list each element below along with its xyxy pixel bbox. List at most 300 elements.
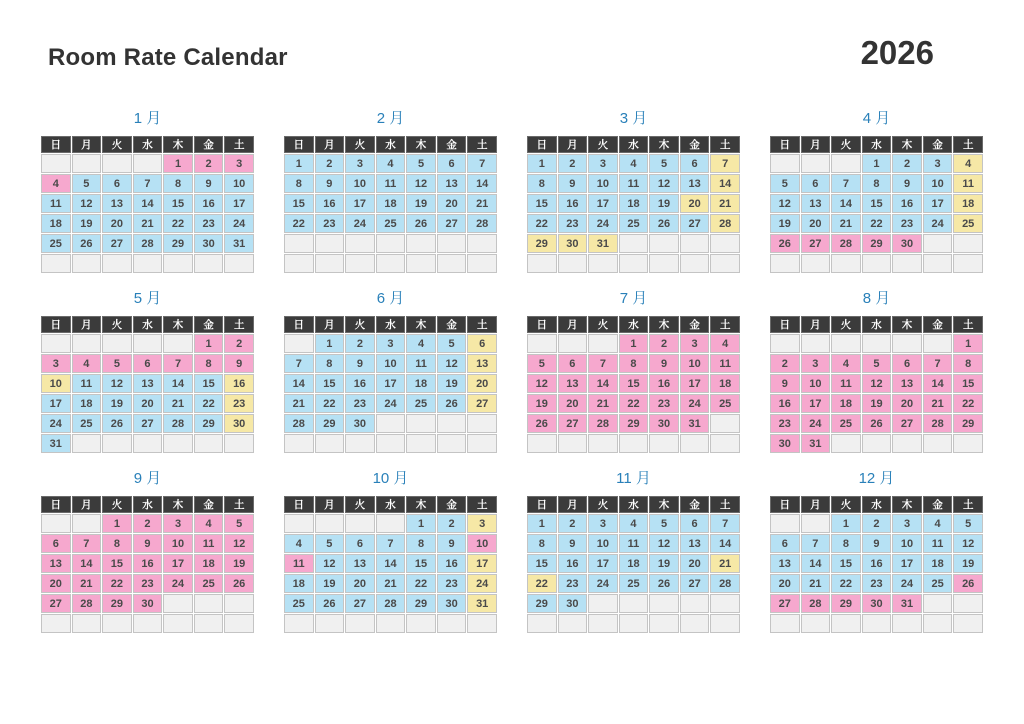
- empty-cell: [284, 334, 314, 353]
- week-row: [770, 534, 983, 553]
- empty-cell: [527, 334, 557, 353]
- week-row: [770, 374, 983, 393]
- day-cell: 26: [102, 414, 132, 433]
- day-cell: 23: [224, 394, 254, 413]
- day-cell: 18: [619, 554, 649, 573]
- day-cell: 2: [345, 334, 375, 353]
- weekday-header-cell: 火: [588, 136, 618, 153]
- day-cell: 4: [710, 334, 740, 353]
- day-cell: 25: [406, 394, 436, 413]
- empty-cell: [41, 154, 71, 173]
- weekday-header-cell: 日: [527, 316, 557, 333]
- weekday-header-cell: 月: [72, 136, 102, 153]
- week-row: [41, 614, 254, 633]
- day-cell: 5: [72, 174, 102, 193]
- weekday-header-cell: 土: [710, 316, 740, 333]
- month-1: [40, 110, 255, 274]
- day-cell: 27: [102, 234, 132, 253]
- week-row: [770, 174, 983, 193]
- empty-cell: [376, 234, 406, 253]
- weekday-header-cell: 日: [41, 136, 71, 153]
- empty-cell: [406, 254, 436, 273]
- empty-cell: [133, 334, 163, 353]
- day-cell: 22: [163, 214, 193, 233]
- day-cell: 22: [953, 394, 983, 413]
- calendar-table: [769, 135, 984, 274]
- weekday-header-cell: 月: [558, 496, 588, 513]
- empty-cell: [649, 594, 679, 613]
- empty-cell: [102, 614, 132, 633]
- day-cell: 16: [862, 554, 892, 573]
- empty-cell: [72, 254, 102, 273]
- day-cell: 29: [406, 594, 436, 613]
- weekday-header-cell: 金: [194, 496, 224, 513]
- empty-cell: [831, 434, 861, 453]
- weekday-header-cell: 水: [619, 496, 649, 513]
- empty-cell: [41, 254, 71, 273]
- weekday-header-cell: 水: [133, 316, 163, 333]
- day-cell: 12: [770, 194, 800, 213]
- week-row: [770, 154, 983, 173]
- calendar-table: [526, 135, 741, 274]
- day-cell: 11: [619, 174, 649, 193]
- empty-cell: [406, 234, 436, 253]
- day-cell: 10: [224, 174, 254, 193]
- week-row: [770, 434, 983, 453]
- week-row: [284, 534, 497, 553]
- empty-cell: [72, 514, 102, 533]
- weekday-header-cell: 月: [315, 316, 345, 333]
- weekday-header-cell: 日: [770, 316, 800, 333]
- empty-cell: [437, 414, 467, 433]
- empty-cell: [467, 234, 497, 253]
- day-cell: 27: [345, 594, 375, 613]
- day-cell: 26: [649, 214, 679, 233]
- day-cell: 25: [376, 214, 406, 233]
- week-row: [527, 254, 740, 273]
- empty-cell: [588, 614, 618, 633]
- month-4: [769, 110, 984, 274]
- day-cell: 8: [527, 534, 557, 553]
- empty-cell: [345, 234, 375, 253]
- day-cell: 11: [194, 534, 224, 553]
- day-cell: 22: [102, 574, 132, 593]
- empty-cell: [710, 234, 740, 253]
- day-cell: 26: [315, 594, 345, 613]
- day-cell: 10: [588, 174, 618, 193]
- day-cell: 18: [376, 194, 406, 213]
- day-cell: 13: [558, 374, 588, 393]
- day-cell: 10: [163, 534, 193, 553]
- weekday-header-cell: 火: [345, 136, 375, 153]
- day-cell: 13: [133, 374, 163, 393]
- day-cell: 19: [527, 394, 557, 413]
- weekday-header-cell: 水: [376, 316, 406, 333]
- day-cell: 17: [588, 194, 618, 213]
- day-cell: 14: [163, 374, 193, 393]
- weekday-header-cell: 土: [467, 316, 497, 333]
- week-row: [527, 574, 740, 593]
- day-cell: 25: [284, 594, 314, 613]
- day-cell: 29: [831, 594, 861, 613]
- weekday-header-cell: 火: [831, 496, 861, 513]
- weekday-header-cell: 月: [558, 136, 588, 153]
- day-cell: 31: [801, 434, 831, 453]
- week-row: [770, 354, 983, 373]
- empty-cell: [770, 154, 800, 173]
- day-cell: 5: [406, 154, 436, 173]
- day-cell: 1: [527, 154, 557, 173]
- weekday-header-cell: 日: [770, 496, 800, 513]
- day-cell: 26: [770, 234, 800, 253]
- day-cell: 15: [619, 374, 649, 393]
- weekday-header-cell: 金: [194, 136, 224, 153]
- day-cell: 3: [163, 514, 193, 533]
- day-cell: 9: [194, 174, 224, 193]
- day-cell: 30: [862, 594, 892, 613]
- weekday-header-cell: 金: [923, 496, 953, 513]
- day-cell: 2: [892, 154, 922, 173]
- week-row: [527, 374, 740, 393]
- empty-cell: [72, 614, 102, 633]
- day-cell: 19: [72, 214, 102, 233]
- day-cell: 13: [801, 194, 831, 213]
- empty-cell: [558, 614, 588, 633]
- day-cell: 12: [862, 374, 892, 393]
- empty-cell: [284, 254, 314, 273]
- day-cell: 1: [163, 154, 193, 173]
- day-cell: 15: [527, 194, 557, 213]
- week-row: [41, 554, 254, 573]
- empty-cell: [163, 594, 193, 613]
- empty-cell: [680, 614, 710, 633]
- empty-cell: [892, 254, 922, 273]
- day-cell: 13: [345, 554, 375, 573]
- day-cell: 2: [862, 514, 892, 533]
- empty-cell: [710, 594, 740, 613]
- day-cell: 19: [770, 214, 800, 233]
- empty-cell: [831, 334, 861, 353]
- empty-cell: [588, 334, 618, 353]
- day-cell: 12: [102, 374, 132, 393]
- day-cell: 27: [437, 214, 467, 233]
- empty-cell: [437, 434, 467, 453]
- day-cell: 18: [619, 194, 649, 213]
- day-cell: 13: [102, 194, 132, 213]
- day-cell: 17: [923, 194, 953, 213]
- day-cell: 22: [527, 214, 557, 233]
- empty-cell: [801, 154, 831, 173]
- day-cell: 30: [194, 234, 224, 253]
- day-cell: 21: [284, 394, 314, 413]
- month-2: [283, 110, 498, 274]
- weekday-header-cell: 金: [680, 136, 710, 153]
- day-cell: 6: [892, 354, 922, 373]
- week-row: [770, 254, 983, 273]
- week-row: [41, 434, 254, 453]
- day-cell: 25: [41, 234, 71, 253]
- day-cell: 23: [345, 394, 375, 413]
- day-cell: 6: [467, 334, 497, 353]
- week-row: [527, 414, 740, 433]
- day-cell: 23: [437, 574, 467, 593]
- day-cell: 4: [619, 154, 649, 173]
- day-cell: 25: [923, 574, 953, 593]
- day-cell: 25: [831, 414, 861, 433]
- day-cell: 1: [619, 334, 649, 353]
- day-cell: 17: [41, 394, 71, 413]
- month-10: [283, 470, 498, 634]
- empty-cell: [953, 434, 983, 453]
- empty-cell: [527, 614, 557, 633]
- day-cell: 5: [649, 514, 679, 533]
- calendar-table: [769, 315, 984, 454]
- empty-cell: [315, 434, 345, 453]
- day-cell: 23: [892, 214, 922, 233]
- empty-cell: [41, 514, 71, 533]
- empty-cell: [102, 434, 132, 453]
- empty-cell: [619, 434, 649, 453]
- day-cell: 31: [224, 234, 254, 253]
- week-row: [527, 614, 740, 633]
- day-cell: 7: [801, 534, 831, 553]
- day-cell: 26: [72, 234, 102, 253]
- day-cell: 5: [437, 334, 467, 353]
- day-cell: 14: [588, 374, 618, 393]
- empty-cell: [376, 414, 406, 433]
- day-cell: 29: [163, 234, 193, 253]
- day-cell: 29: [862, 234, 892, 253]
- day-cell: 10: [892, 534, 922, 553]
- day-cell: 29: [953, 414, 983, 433]
- day-cell: 5: [527, 354, 557, 373]
- day-cell: 25: [619, 574, 649, 593]
- day-cell: 27: [892, 414, 922, 433]
- day-cell: 10: [801, 374, 831, 393]
- weekday-header-cell: 月: [801, 136, 831, 153]
- empty-cell: [376, 614, 406, 633]
- weekday-header-cell: 土: [224, 136, 254, 153]
- day-cell: 14: [467, 174, 497, 193]
- empty-cell: [284, 614, 314, 633]
- day-cell: 12: [406, 174, 436, 193]
- day-cell: 1: [102, 514, 132, 533]
- month-title: 12 月: [858, 470, 895, 487]
- weekday-header-cell: 水: [862, 496, 892, 513]
- day-cell: 27: [770, 594, 800, 613]
- day-cell: 15: [102, 554, 132, 573]
- day-cell: 8: [831, 534, 861, 553]
- day-cell: 1: [527, 514, 557, 533]
- day-cell: 16: [345, 374, 375, 393]
- weekday-header-cell: 土: [953, 136, 983, 153]
- day-cell: 23: [558, 214, 588, 233]
- empty-cell: [770, 614, 800, 633]
- day-cell: 26: [862, 414, 892, 433]
- day-cell: 26: [437, 394, 467, 413]
- empty-cell: [406, 434, 436, 453]
- day-cell: 25: [194, 574, 224, 593]
- empty-cell: [801, 334, 831, 353]
- week-row: [284, 514, 497, 533]
- day-cell: 7: [284, 354, 314, 373]
- empty-cell: [163, 614, 193, 633]
- weekday-header-cell: 金: [680, 496, 710, 513]
- empty-cell: [953, 254, 983, 273]
- day-cell: 3: [345, 154, 375, 173]
- day-cell: 9: [649, 354, 679, 373]
- day-cell: 11: [710, 354, 740, 373]
- weekday-header-cell: 火: [345, 496, 375, 513]
- day-cell: 10: [588, 534, 618, 553]
- day-cell: 27: [558, 414, 588, 433]
- day-cell: 16: [133, 554, 163, 573]
- day-cell: 29: [102, 594, 132, 613]
- day-cell: 19: [649, 554, 679, 573]
- day-cell: 7: [588, 354, 618, 373]
- day-cell: 4: [284, 534, 314, 553]
- day-cell: 30: [437, 594, 467, 613]
- day-cell: 3: [467, 514, 497, 533]
- day-cell: 8: [315, 354, 345, 373]
- weekday-header-cell: 土: [710, 496, 740, 513]
- weekday-header-cell: 日: [41, 316, 71, 333]
- day-cell: 15: [163, 194, 193, 213]
- empty-cell: [680, 234, 710, 253]
- weekday-header-cell: 月: [72, 496, 102, 513]
- empty-cell: [194, 594, 224, 613]
- empty-cell: [41, 614, 71, 633]
- day-cell: 21: [467, 194, 497, 213]
- day-cell: 5: [315, 534, 345, 553]
- day-cell: 15: [862, 194, 892, 213]
- week-row: [527, 174, 740, 193]
- day-cell: 15: [527, 554, 557, 573]
- day-cell: 16: [437, 554, 467, 573]
- empty-cell: [953, 234, 983, 253]
- day-cell: 10: [680, 354, 710, 373]
- day-cell: 28: [923, 414, 953, 433]
- day-cell: 26: [406, 214, 436, 233]
- day-cell: 22: [406, 574, 436, 593]
- week-row: [41, 334, 254, 353]
- day-cell: 22: [862, 214, 892, 233]
- empty-cell: [345, 434, 375, 453]
- weekday-header-cell: 金: [923, 136, 953, 153]
- weekday-header-cell: 水: [862, 316, 892, 333]
- empty-cell: [649, 434, 679, 453]
- day-cell: 3: [588, 154, 618, 173]
- day-cell: 28: [284, 414, 314, 433]
- day-cell: 27: [680, 214, 710, 233]
- weekday-header-cell: 火: [588, 496, 618, 513]
- day-cell: 31: [588, 234, 618, 253]
- weekday-header-cell: 月: [315, 136, 345, 153]
- empty-cell: [133, 434, 163, 453]
- day-cell: 18: [953, 194, 983, 213]
- calendar-table: [40, 315, 255, 454]
- week-row: [284, 214, 497, 233]
- day-cell: 16: [194, 194, 224, 213]
- day-cell: 7: [710, 154, 740, 173]
- day-cell: 8: [953, 354, 983, 373]
- day-cell: 26: [527, 414, 557, 433]
- day-cell: 19: [406, 194, 436, 213]
- empty-cell: [102, 154, 132, 173]
- month-7: [526, 290, 741, 454]
- day-cell: 8: [619, 354, 649, 373]
- empty-cell: [467, 614, 497, 633]
- day-cell: 24: [224, 214, 254, 233]
- day-cell: 8: [406, 534, 436, 553]
- day-cell: 31: [467, 594, 497, 613]
- week-row: [527, 554, 740, 573]
- day-cell: 23: [649, 394, 679, 413]
- empty-cell: [467, 434, 497, 453]
- week-row: [41, 574, 254, 593]
- day-cell: 1: [953, 334, 983, 353]
- week-row: [41, 534, 254, 553]
- day-cell: 20: [345, 574, 375, 593]
- week-row: [527, 534, 740, 553]
- day-cell: 28: [801, 594, 831, 613]
- day-cell: 27: [680, 574, 710, 593]
- day-cell: 27: [133, 414, 163, 433]
- day-cell: 20: [680, 554, 710, 573]
- day-cell: 5: [102, 354, 132, 373]
- weekday-header-cell: 木: [892, 496, 922, 513]
- day-cell: 10: [345, 174, 375, 193]
- weekday-header-cell: 日: [770, 136, 800, 153]
- day-cell: 16: [558, 194, 588, 213]
- day-cell: 20: [892, 394, 922, 413]
- empty-cell: [710, 614, 740, 633]
- day-cell: 7: [831, 174, 861, 193]
- day-cell: 12: [953, 534, 983, 553]
- day-cell: 15: [953, 374, 983, 393]
- day-cell: 28: [163, 414, 193, 433]
- empty-cell: [892, 334, 922, 353]
- day-cell: 6: [345, 534, 375, 553]
- week-row: [284, 234, 497, 253]
- day-cell: 9: [437, 534, 467, 553]
- week-row: [770, 554, 983, 573]
- weekday-header-cell: 土: [467, 496, 497, 513]
- day-cell: 22: [315, 394, 345, 413]
- week-row: [41, 514, 254, 533]
- day-cell: 20: [102, 214, 132, 233]
- day-cell: 4: [376, 154, 406, 173]
- empty-cell: [376, 434, 406, 453]
- day-cell: 21: [163, 394, 193, 413]
- day-cell: 16: [315, 194, 345, 213]
- day-cell: 21: [133, 214, 163, 233]
- day-cell: 20: [467, 374, 497, 393]
- day-cell: 11: [72, 374, 102, 393]
- day-cell: 29: [527, 594, 557, 613]
- day-cell: 13: [770, 554, 800, 573]
- day-cell: 16: [558, 554, 588, 573]
- day-cell: 7: [72, 534, 102, 553]
- day-cell: 14: [133, 194, 163, 213]
- month-6: [283, 290, 498, 454]
- weekday-header-cell: 水: [619, 136, 649, 153]
- day-cell: 29: [619, 414, 649, 433]
- day-cell: 20: [770, 574, 800, 593]
- day-cell: 12: [315, 554, 345, 573]
- day-cell: 25: [953, 214, 983, 233]
- day-cell: 8: [862, 174, 892, 193]
